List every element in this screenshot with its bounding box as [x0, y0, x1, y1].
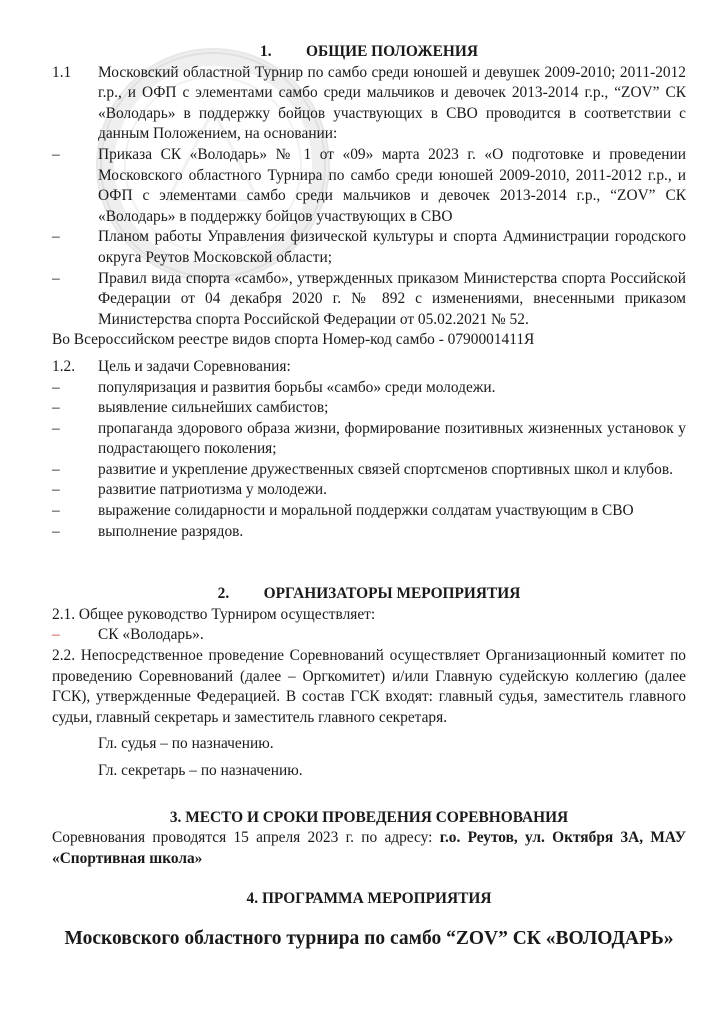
section-1-heading [52, 42, 686, 63]
basis-item-1 [52, 145, 686, 227]
clause-1-1-number: 1.1 [52, 63, 72, 81]
goal-item [52, 501, 686, 522]
basis-item-2 [52, 227, 686, 268]
goal-item-text: пропаганда здорового образа жизни, формирование позитивных жизненных установок у подрастающего поколения; [98, 419, 686, 458]
clause-1-2-number: 1.2. [52, 357, 76, 375]
organizer-item [52, 625, 686, 646]
goals-list [52, 378, 686, 543]
organizer-name: СК «Володарь». [98, 626, 204, 644]
section-3-heading: 3. МЕСТО И СРОКИ ПРОВЕДЕНИЯ СОРЕВНОВАНИЯ [169, 808, 569, 826]
dash-marker: – [52, 228, 60, 246]
clause-1-1 [52, 63, 686, 145]
section-3-text [52, 828, 686, 869]
dash-marker: – [52, 522, 60, 540]
dash-marker: – [52, 481, 60, 499]
dash-marker: – [52, 460, 60, 478]
goal-item [52, 398, 686, 419]
goal-item-text: развитие и укрепление дружественных связей спортсменов спортивных школ и клубов. [98, 460, 673, 478]
goal-item-text: выявление сильнейших самбистов; [98, 399, 329, 417]
dash-marker: – [52, 626, 60, 644]
goal-item-text: популяризация и развития борьбы «самбо» среди молодежи. [98, 378, 496, 396]
clause-1-2-title: Цель и задачи Соревнования: [98, 357, 291, 375]
dash-marker: – [52, 502, 60, 520]
document-body [52, 34, 686, 971]
clause-1-1-text: Московский областной Турнир по самбо среди юношей и девушек 2009-2010; 2011-2012 г.р., и ОФП с элементами самбо среди мальчиков и девочек 2013-2014 г.р., “ZOV” СК «Володарь» в поддержку бойцов участвующих в СВО проводится в соответствии с данным Положением, на основании: [98, 63, 686, 143]
goal-item-text: выполнение разрядов. [98, 522, 244, 540]
goal-item [52, 378, 686, 399]
section-4-heading: 4. ПРОГРАММА МЕРОПРИЯТИЯ [246, 890, 492, 908]
dash-marker: – [52, 419, 60, 437]
section-1-title: ОБЩИЕ ПОЛОЖЕНИЯ [306, 43, 478, 60]
section-1-number: 1. [260, 43, 272, 60]
goal-item [52, 460, 686, 481]
section-2-number: 2. [217, 585, 230, 603]
venue-address: г.о. Реутов, ул. Октября 3А, МАУ «Спортивная школа» [52, 829, 686, 867]
registry-line: Во Всероссийском реестре видов спорта Номер-код самбо - 0790001411Я [52, 331, 535, 349]
basis-item-3 [52, 269, 686, 331]
chief-judge-line: Гл. судья – по назначению. [98, 735, 274, 753]
dash-marker: – [52, 399, 60, 417]
dash-marker: – [52, 269, 60, 287]
basis-item-3-text: Правил вида спорта «самбо», утвержденных приказом Министерства спорта Российской Федерации от 04 декабря 2020 г. № 892 с изменениями, внесенными приказом Министерства спорта Российской Федерации от 05.02.2021 № 52. [98, 269, 686, 328]
clause-2-2: 2.2. Непосредственное проведение Соревнований осуществляет Организационный комитет по проведению Соревнований (далее – Оргкомитет) и/или Главную судейскую коллегию (далее ГСК), утвержденные Федерацией. В состав ГСК входят: главный судья, заместитель главного судьи, главный секретарь и заместитель главного секретаря. [52, 647, 686, 726]
clause-1-2 [52, 357, 686, 378]
goal-item-text: выражение солидарности и моральной поддержки солдатам участвующим в СВО [98, 502, 634, 520]
clause-2-1: 2.1. Общее руководство Турниром осуществляет: [52, 605, 376, 623]
dash-marker: – [52, 378, 60, 396]
chief-secretary-line: Гл. секретарь – по назначению. [98, 762, 303, 779]
goal-item [52, 419, 686, 460]
basis-item-2-text: Планом работы Управления физической культуры и спорта Администрации городского округа Реутов Московской области; [98, 228, 686, 266]
basis-item-1-text: Приказа СК «Володарь» № 1 от «09» марта 2023 г. «О подготовке и проведении Московского областного Турнира по самбо среди юношей 2009-2010, 2011-2012 г.р., и ОФП с элементами самбо среди мальчиков и девочек 2013-2014 г.р., “ZOV” СК «Володарь» в поддержку бойцов участвующих в СВО [98, 145, 686, 225]
dash-marker: – [52, 145, 60, 163]
goal-item [52, 480, 686, 501]
goal-item-text: развитие патриотизма у молодежи. [98, 481, 327, 499]
section-2-heading [52, 584, 686, 605]
section-2-title: ОРГАНИЗАТОРЫ МЕРОПРИЯТИЯ [263, 585, 521, 603]
goal-item [52, 522, 686, 543]
venue-intro: Соревнования проводятся 15 апреля 2023 г. по адресу: [52, 829, 440, 847]
program-title: Московского областного турнира по самбо “ZOV” СК «ВОЛОДАРЬ» [64, 927, 674, 949]
